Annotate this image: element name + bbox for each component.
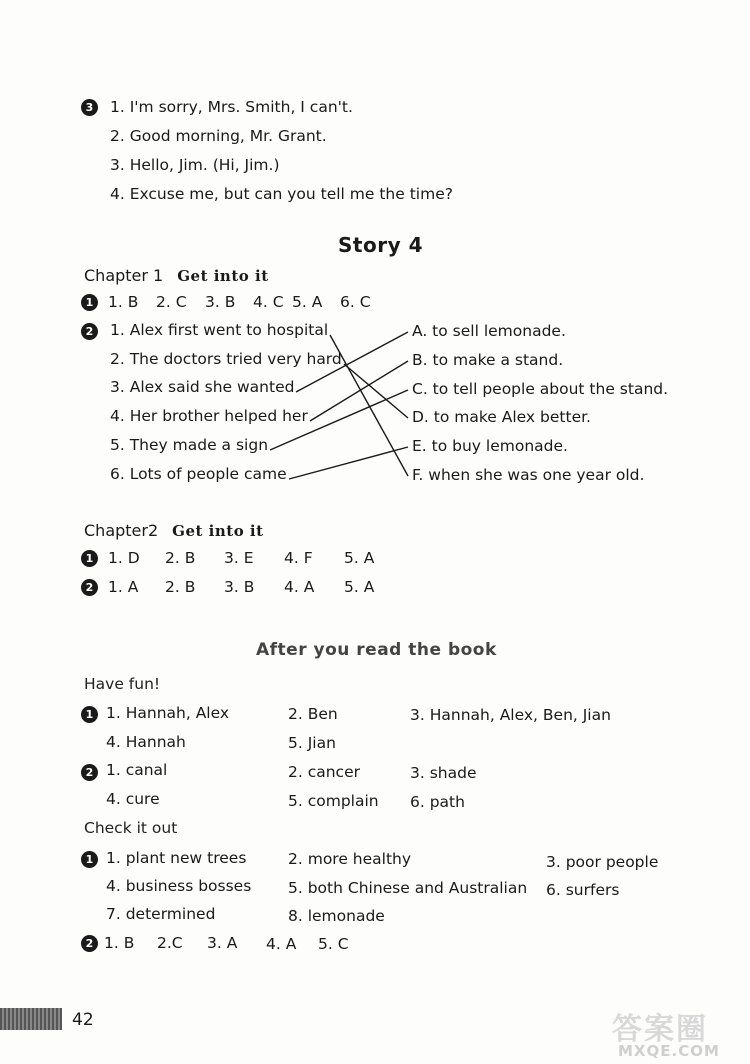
match-left-item: 2. The doctors tried very hard (110, 350, 342, 368)
answer-item: 6. path (410, 793, 465, 811)
match-left-item: 6. Lots of people came (110, 465, 287, 483)
story-title: Story 4 (338, 233, 423, 257)
match-line (296, 332, 408, 392)
answer-line: 1. I'm sorry, Mrs. Smith, I can't. (110, 98, 353, 116)
match-right-item: D. to make Alex better. (412, 408, 591, 426)
match-line (289, 447, 408, 479)
answer-item: 2. cancer (288, 763, 360, 781)
question-number-badge: 3 (81, 99, 98, 116)
answer-line: 4. Excuse me, but can you tell me the time? (110, 185, 453, 203)
match-left-item: 1. Alex first went to hospital (110, 321, 329, 339)
answer-item: 2. B (165, 549, 196, 567)
answer-item: 3. E (224, 549, 254, 567)
answer-item: 4. C (253, 293, 284, 311)
answer-item: 4. A (284, 578, 315, 596)
answer-item: 5. C (318, 935, 349, 953)
answer-item: 2. Ben (288, 705, 338, 723)
answer-item: 2.C (157, 934, 183, 952)
answer-item: 4. Hannah (106, 733, 186, 751)
answer-item: 3. shade (410, 764, 477, 782)
answer-item: 5. A (344, 578, 375, 596)
question-number-badge: 2 (81, 323, 98, 340)
answer-item: 5. Jian (288, 734, 336, 752)
subsection-label: Check it out (84, 819, 178, 837)
subsection-label: Have fun! (84, 675, 161, 693)
question-number-badge: 2 (81, 579, 98, 596)
answer-item: 1. D (108, 549, 140, 567)
answer-item: 5. A (292, 293, 323, 311)
answer-item: 2. more healthy (288, 850, 412, 868)
page-number: 42 (72, 1010, 94, 1030)
answer-item: 4. business bosses (106, 877, 252, 895)
chapter-subheading: Get into it (177, 267, 269, 285)
chapter-subheading: Get into it (172, 522, 264, 540)
answer-item: 3. poor people (546, 853, 659, 871)
answer-item: 1. Hannah, Alex (106, 704, 230, 722)
match-left-item: 3. Alex said she wanted (110, 378, 295, 396)
answer-item: 1. plant new trees (106, 849, 247, 867)
answer-item: 5. both Chinese and Australian (288, 879, 528, 897)
match-right-item: B. to make a stand. (412, 351, 564, 369)
page-number-bar (0, 1008, 62, 1030)
answer-item: 4. F (284, 549, 313, 567)
watermark-logo: 答案圈 (612, 1012, 708, 1047)
match-right-item: A. to sell lemonade. (412, 322, 566, 340)
answer-item: 1. B (108, 293, 139, 311)
answer-item: 1. B (104, 934, 135, 952)
chapter-label: Chapter 1 (84, 266, 164, 285)
question-number-badge: 1 (81, 294, 98, 311)
answer-item: 3. B (224, 578, 255, 596)
answer-item: 7. determined (106, 905, 216, 923)
answer-line: 3. Hello, Jim. (Hi, Jim.) (110, 156, 280, 174)
chapter-heading (84, 523, 264, 539)
answer-item: 5. A (344, 549, 375, 567)
match-right-item: C. to tell people about the stand. (412, 380, 669, 398)
answer-item: 3. Hannah, Alex, Ben, Jian (410, 706, 611, 724)
question-number-badge: 1 (81, 550, 98, 567)
question-number-badge: 1 (81, 706, 98, 723)
match-line (330, 335, 408, 476)
match-left-item: 5. They made a sign (110, 436, 269, 454)
match-line (270, 390, 408, 450)
question-number-badge: 2 (81, 764, 98, 781)
answer-item: 1. canal (106, 761, 168, 779)
match-line (344, 364, 408, 418)
section-title: After you read the book (256, 640, 497, 660)
answer-item: 3. B (205, 293, 236, 311)
watermark-text: MXQE.COM (618, 1042, 720, 1060)
answer-line: 2. Good morning, Mr. Grant. (110, 127, 327, 145)
chapter-label: Chapter2 (84, 521, 159, 540)
match-right-item: E. to buy lemonade. (412, 437, 568, 455)
answer-item: 4. A (266, 935, 297, 953)
question-number-badge: 1 (81, 851, 98, 868)
answer-item: 6. surfers (546, 881, 620, 899)
answer-item: 8. lemonade (288, 907, 385, 925)
answer-item: 3. A (207, 934, 238, 952)
answer-item: 4. cure (106, 790, 160, 808)
answer-item: 2. C (156, 293, 187, 311)
match-right-item: F. when she was one year old. (412, 466, 645, 484)
answer-item: 1. A (108, 578, 139, 596)
question-number-badge: 2 (81, 935, 98, 952)
answer-item: 6. C (340, 293, 371, 311)
answer-item: 5. complain (288, 792, 379, 810)
answer-item: 2. B (165, 578, 196, 596)
match-left-item: 4. Her brother helped her (110, 407, 308, 425)
